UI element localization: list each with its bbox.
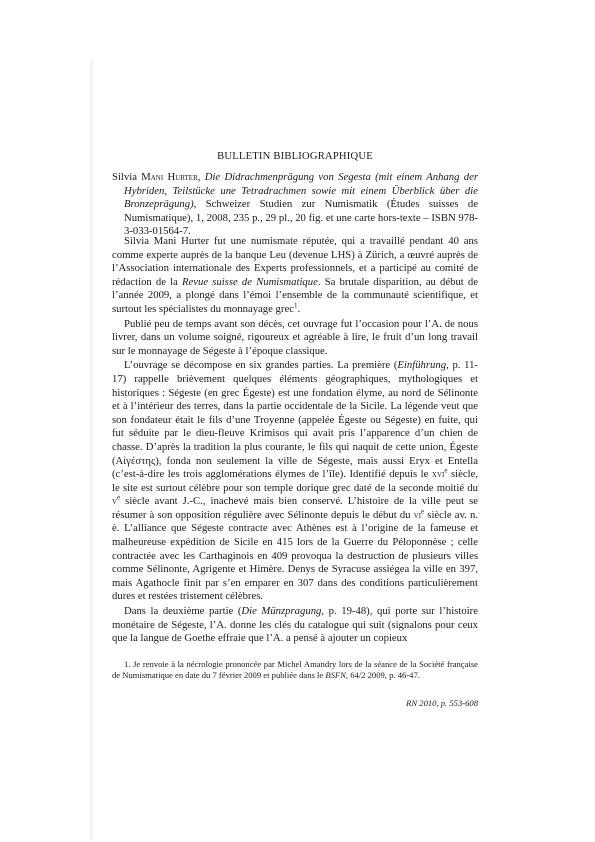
page-gutter-shadow: [90, 60, 93, 840]
book-title: Die Didrachmenprägung von Segesta (mit einem Anhang der Hybriden, Teilstücke une Tetradrachmen sowie mit einem Überblick über die Bronzeprägung): [124, 171, 479, 210]
publication-details: , Schweizer Studien zur Numismatik (Études suisses de Numismatique), 1, 2008, 235 p., 29 pl., 20 fig. et une carte hors-texte – ISBN 978-3-033-01564-7.: [124, 198, 478, 237]
paragraph-1: Silvia Mani Hurter fut une numismate réputée, qui a travaillé pendant 40 ans comme experte auprès de la banque Leu (devenue LHS) à Zürich, a œuvré auprès de l’Association internationale des Experts professionnels, et a participé au comité de rédaction de la Revue suisse de Numismatique. Sa brutale disparition, au début de l’année 2009, a plongé dans l’émoi l’ensemble de la communauté scientifique, et surtout les spécialistes du monnayage grec$^1$.: [112, 235, 479, 315]
footnote-marker: 1: [293, 301, 298, 310]
bibliographic-citation: Silvia Mani Hurter, Die Didrachmenprägung von Segesta (mit einem Anhang der Hybriden, Teilstücke une Tetradrachmen sowie mit einem Überblick über die Bronzeprägung), Schweizer Studien zur Numismatik (Études suisses de Numismatique), 1, 2008, 235 p., 29 pl., 20 fig. et une carte hors-texte – ISBN 978-3-033-01564-7.: [112, 171, 479, 237]
paragraph-3: L’ouvrage se décompose en six grandes parties. La première (Einführung, p. 11-17) rappelle brièvement quelques éléments géographiques, mythologiques et historiques : Ségeste (en grec Égeste) est une fondation élyme, au nord de Sélinonte et à l’intérieur des terres, dans la partie occidentale de la Sicile. La légende veut que son fondateur était le fils d’une Troyenne (appelée Égeste ou Ségeste) en fuite, qui fut séduite par le dieu-fleuve Krimisos qui avait pris l’apparence d’un chien de chasse. D’après la tradition la plus courante, le fils qui naquit de cette union, Égeste (Αἰγέστης), fonda non seulement la ville de Ségeste, mais aussi Eryx et Entella (c’est-à-dire les trois agglomérations élymes de l’île). Identifié depuis le xvi$^e$ siècle, le site est surtout célèbre pour son temple dorique grec daté de la seconde moitié du $v^e$ siècle avant J.-C., inachevé mais bien conservé. L’histoire de la ville peut se résumer à son opposition régulière avec Sélinonte depuis le début du $vi^e$ siècle av. n. è. L’alliance que Ségeste contracte avec Athènes est à l’origine de la fameuse et malheureuse expédition de Sicile en 415 lors de la Guerre du Péloponnèse ; celle contractée avec les Carthaginois en 409 provoqua la destruction de plusieurs villes comme Sélinonte, Agrigente et Himère. Denys de Syracuse assiégea la ville en 397, mais Agathocle finit par s’en emparer en 307 dans des conditions particulièrement dures et restées tristement célèbres.: [112, 359, 478, 603]
paragraph-4: Dans la deuxième partie (Die Münzpragung, p. 19-48), qui porte sur l’histoire monétaire de Ségeste, l’A. donne les clés du catalogue qui suit (signalons pour ceux que la langue de Goethe effraie que l’A. a pensé à ajouter un copieux: [112, 605, 478, 645]
author-first-name: Silvia: [112, 171, 142, 183]
paragraph-2: Publié peu de temps avant son décès, cet ouvrage fut l’occasion pour l’A. de nous livrer, dans un volume soigné, rigoureux et agréable à lire, le fruit d’un long travail sur le monnayage de Ségeste à l’époque classique.: [112, 317, 478, 357]
section-heading: BULLETIN BIBLIOGRAPHIQUE: [217, 151, 373, 162]
page-reference: RN 2010, p. 553-608: [406, 698, 478, 708]
author-last-name: Mani Hurter: [141, 171, 198, 183]
footnote: 1. Je renvoie à la nécrologie prononcée par Michel Amandry lors de la séance de la Société française de Numismatique en date du 7 février 2009 et publiée dans le BSFN, 64/2 2009, p. 46-47.: [112, 659, 478, 680]
review-body: [112, 235, 478, 646]
